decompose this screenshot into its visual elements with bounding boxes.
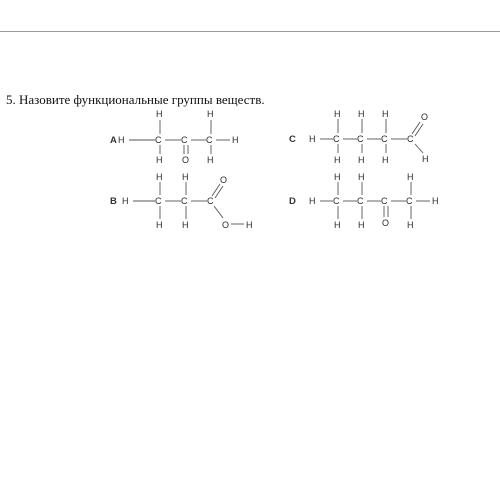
atom: C [357,196,364,206]
atom: H [156,172,163,182]
atom: H [334,172,341,182]
atom: H [358,109,365,119]
atom: H [122,196,129,206]
atom: C [333,196,340,206]
atom: H [156,220,163,230]
atom: C [206,135,213,145]
atom: C [381,134,388,144]
atom: C [155,196,162,206]
atom: C [381,196,388,206]
structure-d [289,172,439,230]
atom: H [432,196,439,206]
atom: H [156,109,163,119]
atom: H [358,220,365,230]
atom: H [156,155,163,165]
structure-label-c: C [289,134,296,145]
atom: C [406,196,413,206]
atom: O [220,175,228,185]
structure-b [110,172,253,230]
atom: H [309,196,316,206]
atom: H [207,109,214,119]
structure-label-b: B [110,196,117,207]
structure-a [110,109,239,165]
atom: H [246,220,253,230]
atom: H [334,220,341,230]
atom: H [358,172,365,182]
atom: C [155,135,162,145]
atom: C [407,134,414,144]
atom: O [382,218,390,228]
atom: H [334,155,341,165]
atom: H [382,109,389,119]
atom: C [357,134,364,144]
atom: H [358,155,365,165]
atom: O [182,155,190,165]
structure-label-a: A [110,135,117,146]
atom: H [407,172,414,182]
atom: H [207,155,214,165]
atom: O [421,112,429,122]
atom: H [334,109,341,119]
atom: H [182,172,189,182]
atom: C [181,135,188,145]
atom: H [232,135,239,145]
atom: C [207,196,214,206]
atom: H [382,155,389,165]
atom: C [181,196,188,206]
structure-c [289,109,429,165]
atom: C [333,134,340,144]
atom: H [422,154,429,164]
atom: H [407,220,414,230]
structure-label-d: D [289,196,296,207]
atom: H [309,134,316,144]
atom: O [222,220,230,230]
atom: H [118,135,125,145]
question-text: 5. Назовите функциональные группы веществ. [6,92,265,107]
atom: H [182,220,189,230]
